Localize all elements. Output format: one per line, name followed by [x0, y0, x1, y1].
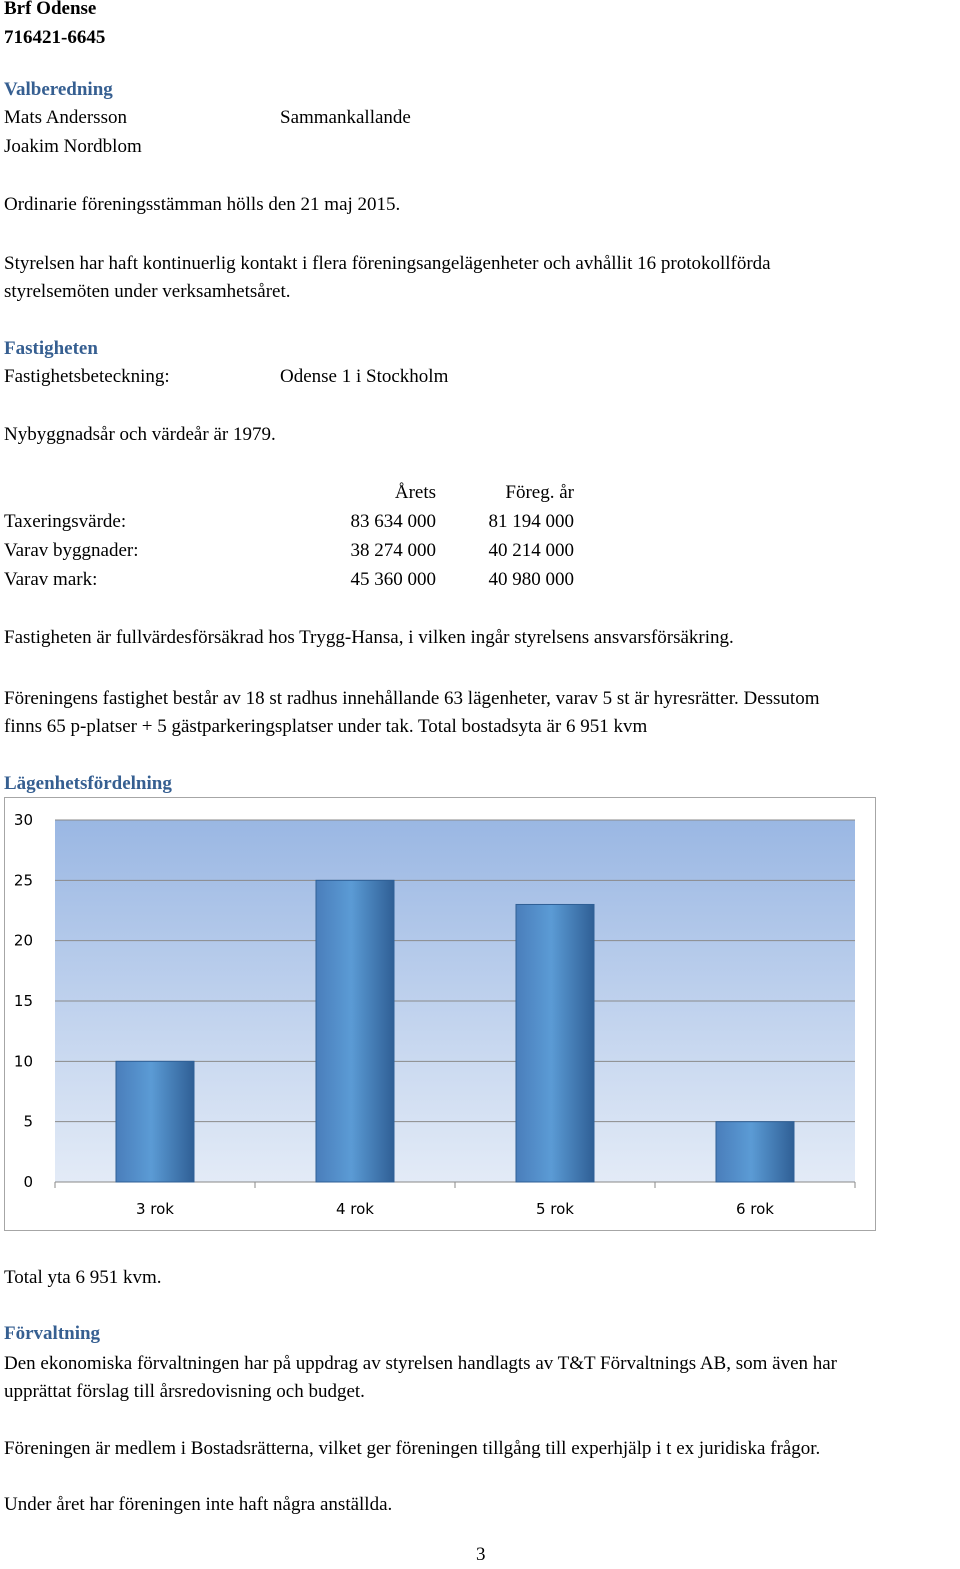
bestar-paragraph-line2: finns 65 p-platser + 5 gästparkeringsplatser under tak. Total bostadsyta är 6 951 kvm — [4, 716, 648, 737]
fastigheten-heading: Fastigheten — [4, 338, 98, 359]
bar — [316, 880, 394, 1182]
nybyggnad-paragraph: Nybyggnadsår och värdeår är 1979. — [4, 424, 276, 445]
valberedning-member-name: Mats Andersson — [4, 107, 127, 128]
bar — [716, 1122, 794, 1182]
y-tick-label: 25 — [13, 871, 33, 890]
fastighetsbeteckning-label: Fastighetsbeteckning: — [4, 366, 170, 387]
org-number: 716421-6645 — [4, 27, 106, 48]
x-tick-label: 4 rok — [335, 1200, 375, 1218]
y-tick-label: 10 — [13, 1052, 33, 1071]
styrelse-paragraph-line2: styrelsemöten under verksamhetsåret. — [4, 281, 291, 302]
styrelse-paragraph-line1: Styrelsen har haft kontinuerlig kontakt i flera föreningsangelägenheter och avhållit 16 protokollförda — [4, 253, 771, 274]
medlem-paragraph: Föreningen är medlem i Bostadsrätterna, vilket ger föreningen tillgång till experhjälp i t ex juridiska frågor. — [4, 1438, 821, 1459]
taxering-row-current: 45 360 000 — [350, 569, 436, 590]
bar — [116, 1061, 194, 1182]
org-name: Brf Odense — [4, 0, 97, 19]
y-tick-label: 30 — [13, 811, 33, 829]
forvaltning-paragraph-line1: Den ekonomiska förvaltningen har på uppdrag av styrelsen handlagts av T&T Förvaltnings AB, som även har — [4, 1353, 838, 1374]
anstallda-paragraph: Under året har föreningen inte haft några anställda. — [4, 1494, 393, 1515]
bestar-paragraph-line1: Föreningens fastighet består av 18 st radhus innehållande 63 lägenheter, varav 5 st är hyresrätter. Dessutom — [4, 688, 820, 709]
taxering-row-previous: 40 980 000 — [488, 569, 574, 590]
valberedning-member-role: Sammankallande — [280, 107, 411, 128]
taxering-row-previous: 81 194 000 — [488, 511, 574, 532]
valberedning-member-name: Joakim Nordblom — [4, 136, 142, 157]
taxering-row-current: 83 634 000 — [350, 511, 436, 532]
taxering-row-label: Varav byggnader: — [4, 540, 139, 561]
forsakring-paragraph: Fastigheten är fullvärdesförsäkrad hos Trygg-Hansa, i vilken ingår styrelsens ansvarsförsäkring. — [4, 627, 734, 648]
y-tick-label: 15 — [13, 992, 33, 1010]
fastighetsbeteckning-value: Odense 1 i Stockholm — [280, 366, 449, 387]
taxering-row-previous: 40 214 000 — [488, 540, 574, 561]
lagenhetsfordelning-heading: Lägenhetsfördelning — [4, 773, 172, 794]
valberedning-heading: Valberedning — [4, 79, 113, 100]
x-tick-label: 5 rok — [535, 1200, 575, 1218]
y-tick-label: 20 — [13, 931, 33, 950]
forvaltning-heading: Förvaltning — [4, 1323, 101, 1344]
taxering-row-label: Varav mark: — [4, 569, 98, 590]
bar — [516, 904, 594, 1182]
bar-chart-svg — [5, 798, 877, 1232]
stamma-paragraph: Ordinarie föreningsstämman hölls den 21 maj 2015. — [4, 194, 401, 215]
y-tick-label: 5 — [23, 1112, 33, 1131]
taxering-row-current: 38 274 000 — [350, 540, 436, 561]
x-tick-label: 3 rok — [135, 1200, 175, 1218]
page-number: 3 — [476, 1544, 486, 1565]
x-tick-label: 6 rok — [735, 1200, 775, 1218]
lagenhetsfordelning-chart — [4, 797, 876, 1231]
column-header-current: Årets — [394, 482, 436, 503]
y-tick-label: 0 — [23, 1173, 33, 1191]
column-header-previous: Föreg. år — [505, 482, 574, 503]
forvaltning-paragraph-line2: upprättat förslag till årsredovisning och budget. — [4, 1381, 365, 1402]
taxering-row-label: Taxeringsvärde: — [4, 511, 127, 532]
total-yta: Total yta 6 951 kvm. — [4, 1267, 162, 1288]
